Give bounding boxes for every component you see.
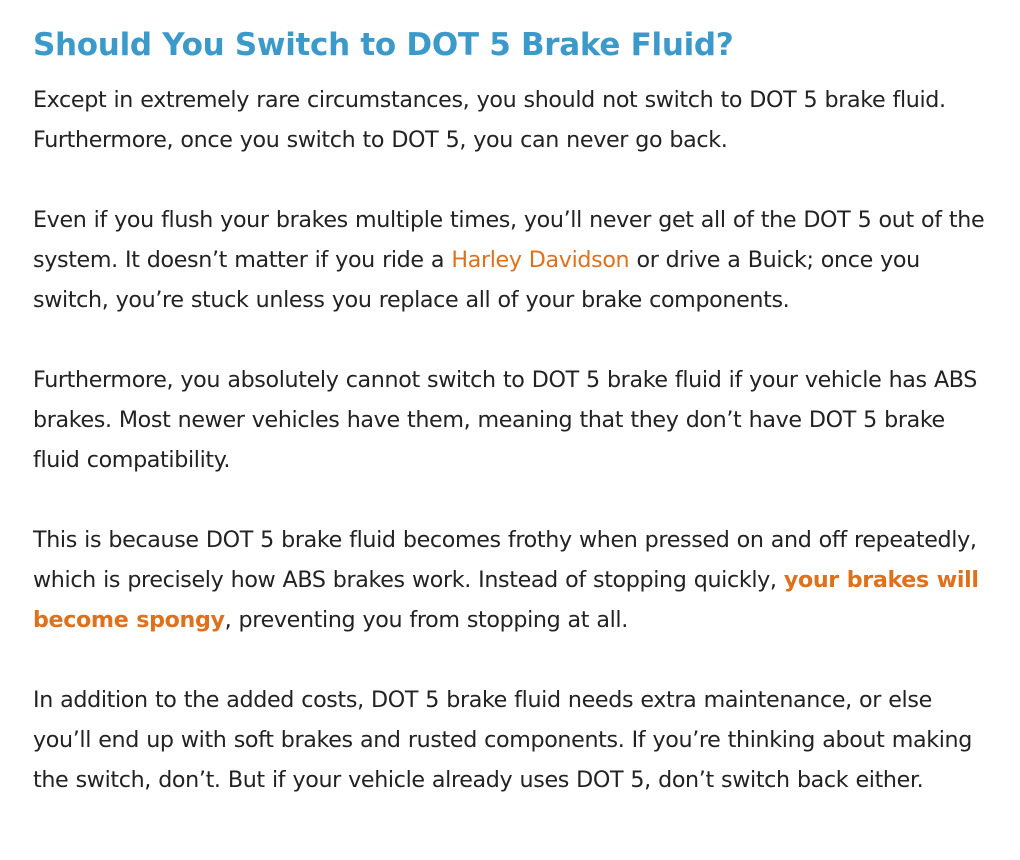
paragraph-text: In addition to the added costs, DOT 5 brake fluid needs extra maintenance, or else you’ll end up with soft brakes and rusted components. If you’re thinking about making the switch, don’t. But if your vehicle already uses DOT 5, don’t switch back either. bbox=[33, 687, 972, 793]
paragraph-text: , preventing you from stopping at all. bbox=[224, 607, 628, 633]
paragraph-rare-circumstances bbox=[33, 80, 993, 160]
harley-davidson-link[interactable]: Harley Davidson bbox=[451, 247, 630, 273]
paragraph-text: This is because DOT 5 brake fluid becomes frothy when pressed on and off repeatedly, which is precisely how ABS brakes work. Instead of stopping quickly, bbox=[33, 527, 977, 593]
paragraph-text: Except in extremely rare circumstances, you should not switch to DOT 5 brake fluid. Furthermore, once you switch to DOT 5, you can never go back. bbox=[33, 87, 946, 153]
paragraph-maintenance bbox=[33, 680, 993, 800]
paragraph-abs-brakes bbox=[33, 360, 993, 480]
paragraph-flush-brakes bbox=[33, 200, 993, 320]
paragraph-text: or drive a Buick; once you switch, you’re stuck unless you replace all of your brake components. bbox=[33, 247, 920, 313]
paragraph-frothy-fluid bbox=[33, 520, 993, 640]
paragraph-text: Furthermore, you absolutely cannot switch to DOT 5 brake fluid if your vehicle has ABS brakes. Most newer vehicles have them, meaning that they don’t have DOT 5 brake fluid compatibility. bbox=[33, 367, 978, 473]
spongy-brakes-link[interactable]: your brakes will become spongy bbox=[33, 567, 979, 633]
paragraph-text: Even if you flush your brakes multiple times, you’ll never get all of the DOT 5 out of the system. It doesn’t matter if you ride a bbox=[33, 207, 985, 273]
article-heading: Should You Switch to DOT 5 Brake Fluid? bbox=[33, 27, 734, 63]
